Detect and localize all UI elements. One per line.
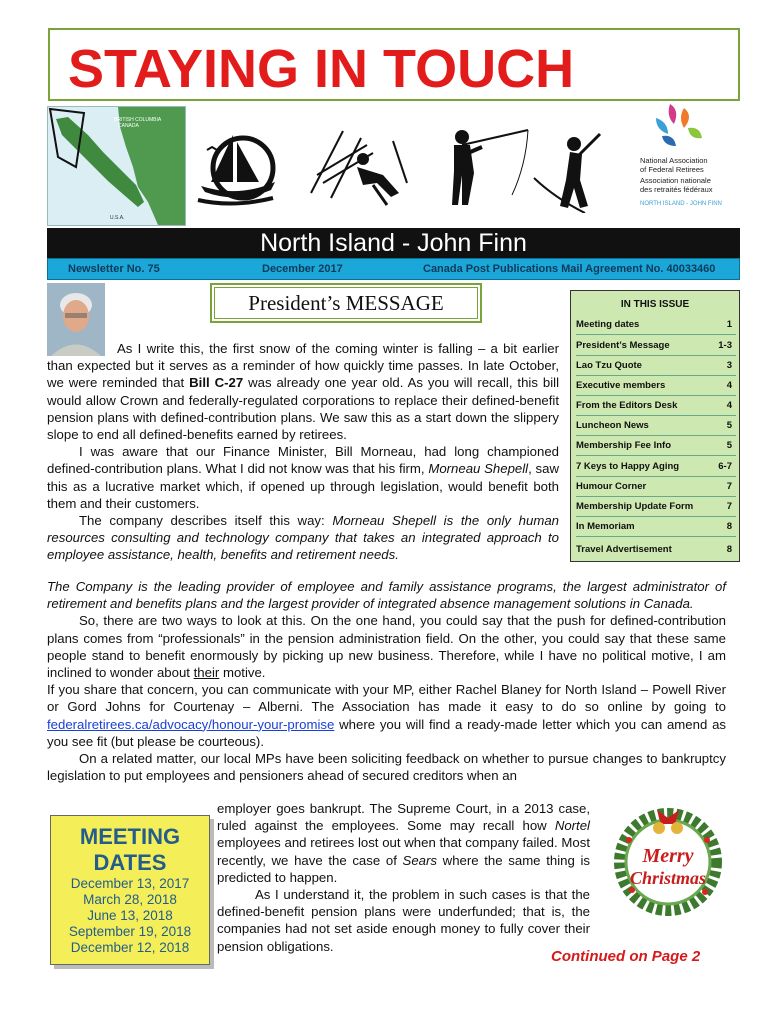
issue-item[interactable]: 7 Keys to Happy Aging 6-7 bbox=[576, 457, 736, 477]
meeting-dates-box bbox=[50, 815, 210, 965]
meeting-date: December 13, 2017 bbox=[70, 876, 190, 891]
newsletter-number: Newsletter No. 75 bbox=[68, 263, 160, 275]
honour-your-promise-link[interactable]: federalretirees.ca/advocacy/honour-your-promise bbox=[47, 716, 335, 732]
presidents-message-inner-frame bbox=[214, 287, 478, 319]
article-full-width bbox=[47, 578, 726, 784]
paragraph-1: As I write this, the first snow of the coming winter is falling – a bit earlier than expected but it serves as a reminder of how quickly time passes. In late October, we were reminded that Bill C-27 was already one year old. As you will recall, this bill would allow Crown and federally-regulated corporations to replace their defined-benefit pension plans with defined-contribution plans. We saw this as a start down the slippery slope to end all defined-benefits earned by retirees. bbox=[47, 341, 559, 443]
article-top bbox=[47, 340, 559, 564]
map-label-canada: CANADA bbox=[118, 123, 139, 129]
continued-link[interactable]: Continued on Page 2 bbox=[551, 948, 701, 965]
issue-item[interactable]: President’s Message 1-3 bbox=[576, 336, 736, 356]
association-logo bbox=[640, 100, 740, 220]
meeting-date: March 28, 2018 bbox=[83, 892, 177, 907]
christmas-text: Christmas bbox=[629, 868, 707, 888]
newsletter-title: STAYING IN TOUCH bbox=[68, 39, 575, 99]
vancouver-island-map bbox=[47, 106, 186, 226]
merry-text: Merry bbox=[642, 845, 694, 867]
logo-line-2: of Federal Retirees bbox=[640, 165, 704, 174]
article-bottom bbox=[217, 800, 590, 955]
issue-item[interactable]: Lao Tzu Quote 3 bbox=[576, 356, 736, 376]
meeting-dates-heading-1: MEETING bbox=[79, 824, 181, 849]
issue-item[interactable]: Travel Advertisement 8 bbox=[576, 544, 732, 555]
paragraph-7: As I understand it, the problem in such cases is that the defined-benefit pension plans were underfunded; that is, the companies had not set aside enough money to fully cover their pension obligations. bbox=[217, 887, 590, 954]
skier-icon bbox=[303, 123, 413, 208]
issue-item[interactable]: Humour Corner 7 bbox=[576, 477, 736, 497]
christmas-wreath bbox=[607, 800, 729, 920]
issue-item[interactable]: Membership Fee Info 5 bbox=[576, 436, 736, 456]
logo-line-4: des retraités fédéraux bbox=[640, 185, 713, 194]
paragraph-3: The company describes itself this way: Morneau Shepell is the only human resources consulting and technology company that takes an integrated approach to employee assistance, health, benefits and retirement needs. bbox=[47, 513, 559, 563]
newsletter-date: December 2017 bbox=[262, 263, 343, 275]
logo-branch: NORTH ISLAND - JOHN FINN bbox=[640, 201, 722, 207]
presidents-message-heading: President’s MESSAGE bbox=[210, 283, 482, 323]
meeting-dates-heading-2: DATES bbox=[93, 850, 167, 875]
logo-line-1: National Association bbox=[640, 156, 708, 165]
issue-item[interactable]: Membership Update Form 7 bbox=[576, 497, 736, 517]
newsletter-info-bar bbox=[47, 258, 740, 280]
logo-line-3: Association nationale bbox=[640, 176, 711, 185]
meeting-date: December 12, 2018 bbox=[70, 940, 190, 955]
paragraph-5: If you share that concern, you can communicate with your MP, either Rachel Blaney for North Island – Powell River or Gord Johns for Courtenay – Alberni. The Association has made it easy to do so online by going to federalretirees.ca/advocacy/honour-your-promise where you will find a ready-made letter which you can amend as you see fit (but please be courteous). bbox=[47, 682, 726, 749]
paragraph-4: So, there are two ways to look at this. On the one hand, you could say that the push for defined-contribution plans comes from “professionals” in the pension administration field. On the other, you could say that these same people stand to benefit enormously by picking up new business. Therefore, while I have no political motive, I am inclined to wonder about their motive. bbox=[47, 613, 726, 681]
meeting-date: September 19, 2018 bbox=[68, 924, 192, 939]
issue-item[interactable]: Luncheon News 5 bbox=[576, 416, 736, 436]
issue-item[interactable]: In Memoriam 8 bbox=[576, 517, 736, 537]
fisherman-icon bbox=[432, 125, 532, 210]
paragraph-2: I was aware that our Finance Minister, Bill Morneau, had long championed defined-contribution plans. What I did not know was that his firm, Morneau Shepell, saw this as a lucrative market which, if opened up through legislation, would benefit both them and their customers. bbox=[47, 444, 559, 511]
in-this-issue-box bbox=[570, 290, 740, 562]
map-label-usa: U.S.A. bbox=[110, 215, 125, 221]
golfer-icon bbox=[530, 128, 610, 213]
meeting-date: June 13, 2018 bbox=[87, 908, 173, 923]
sailboat-icon bbox=[193, 120, 278, 210]
issue-item[interactable]: Executive members 4 bbox=[576, 376, 736, 396]
branch-banner: North Island - John Finn bbox=[47, 228, 740, 258]
paragraph-6: On a related matter, our local MPs have been soliciting feedback on whether to pursue changes to bankruptcy legislation to put employees and pensioners ahead of secured creditors when an bbox=[47, 751, 726, 784]
paragraph-6-continued: employer goes bankrupt. The Supreme Court, in a 2013 case, ruled against the employees. Some may recall how Nortel employees and retirees lost out when that company failed. Most recently, we have the case of Sears where the same thing is predicted to happen. bbox=[217, 801, 590, 885]
post-agreement: Canada Post Publications Mail Agreement No. 40033460 bbox=[423, 263, 716, 275]
map-label-bc: BRITISH COLUMBIA bbox=[114, 117, 162, 123]
in-this-issue-heading: IN THIS ISSUE bbox=[620, 299, 690, 310]
issue-item[interactable]: Meeting dates 1 bbox=[576, 315, 736, 335]
association-logo-icon bbox=[640, 100, 740, 150]
paragraph-3-continued: The Company is the leading provider of employee and family assistance programs, the largest administrator of retirement and benefits plans and the largest provider of integrated absence management solutions in Canada. bbox=[47, 579, 726, 612]
issue-item[interactable]: From the Editors Desk 4 bbox=[576, 396, 736, 416]
